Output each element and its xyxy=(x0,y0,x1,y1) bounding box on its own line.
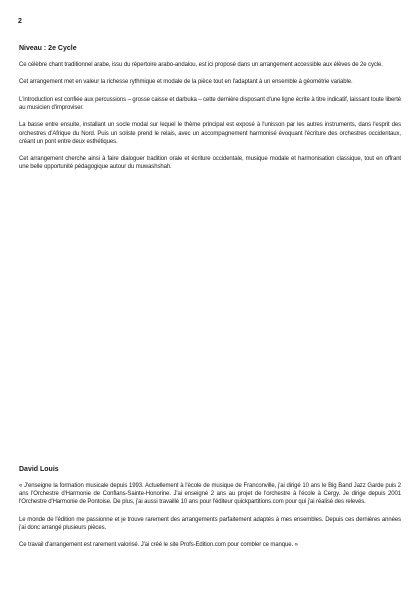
level-section xyxy=(19,44,401,172)
author-heading: David Louis xyxy=(19,466,59,473)
level-paragraph-introduction: L'introduction est confiée aux percussions – grosse caisse et darbuka – cette dernière disposant d'une ligne écrite à titre indicatif, laissant toute liberté au musicien d'improviser. xyxy=(19,96,401,111)
author-paragraph-career: « J'enseigne la formation musicale depuis 1993. Actuellement à l'école de musique de Franconville, j'ai dirigé 10 ans le Big Band Jazz Garde puis 2 ans l'Orchestre d'Harmonie de Conflans-Sainte-Honorine. J'ai enseigné 2 ans au projet de l'orchestre à l'école à Cergy. Je dirige depuis 2001 l'Orchestre d'Harmonie de Pontoise. De plus, j'ai aussi travaillé 10 ans pour l'éditeur quickpartitions.com pour qui j'ai réalisé des relevés. xyxy=(19,483,401,506)
author-section xyxy=(19,465,401,550)
level-paragraph-arrangement: Cet arrangement met en valeur la richesse rythmique et modale de la pièce tout en l'adaptant à un ensemble à géométrie variable. xyxy=(19,79,353,86)
level-paragraph-bass: La basse entre ensuite, installant un socle modal sur lequel le thème principal est exposé à l'unisson par les autres instruments, dans l'esprit des orchestres d'Afrique du Nord. Puis un soliste prend le relais, avec un accompagnement harmonisé évoquant l'écriture des orchestres occidentaux, créant un pont entre deux esthétiques. xyxy=(19,122,401,145)
page-number: 2 xyxy=(18,18,22,25)
author-paragraph-website: Ce travail d'arrangement est rarement valorisé. J'ai créé le site Profs-Edition.com pour combler ce manque. » xyxy=(19,542,298,549)
level-paragraph-dialogue: Cet arrangement cherche ainsi à faire dialoguer tradition orale et écriture occidentale, musique modale et harmonisation classique, tout en offrant une belle opportunité pédagogique autour du muwashshah. xyxy=(19,156,401,171)
author-paragraph-edition: Le monde de l'édition me passionne et je trouve rarement des arrangements parfaitement adaptés à mes ensembles. Depuis ces dernières années j'ai donc arrangé plusieurs pièces. xyxy=(19,516,401,531)
level-paragraph-intro: Ce célèbre chant traditionnel arabe, issu du répertoire arabo-andalou, est ici proposé dans un arrangement accessible aux élèves de 2e cycle. xyxy=(19,62,383,68)
level-heading: Niveau : 2e Cycle xyxy=(19,45,77,52)
